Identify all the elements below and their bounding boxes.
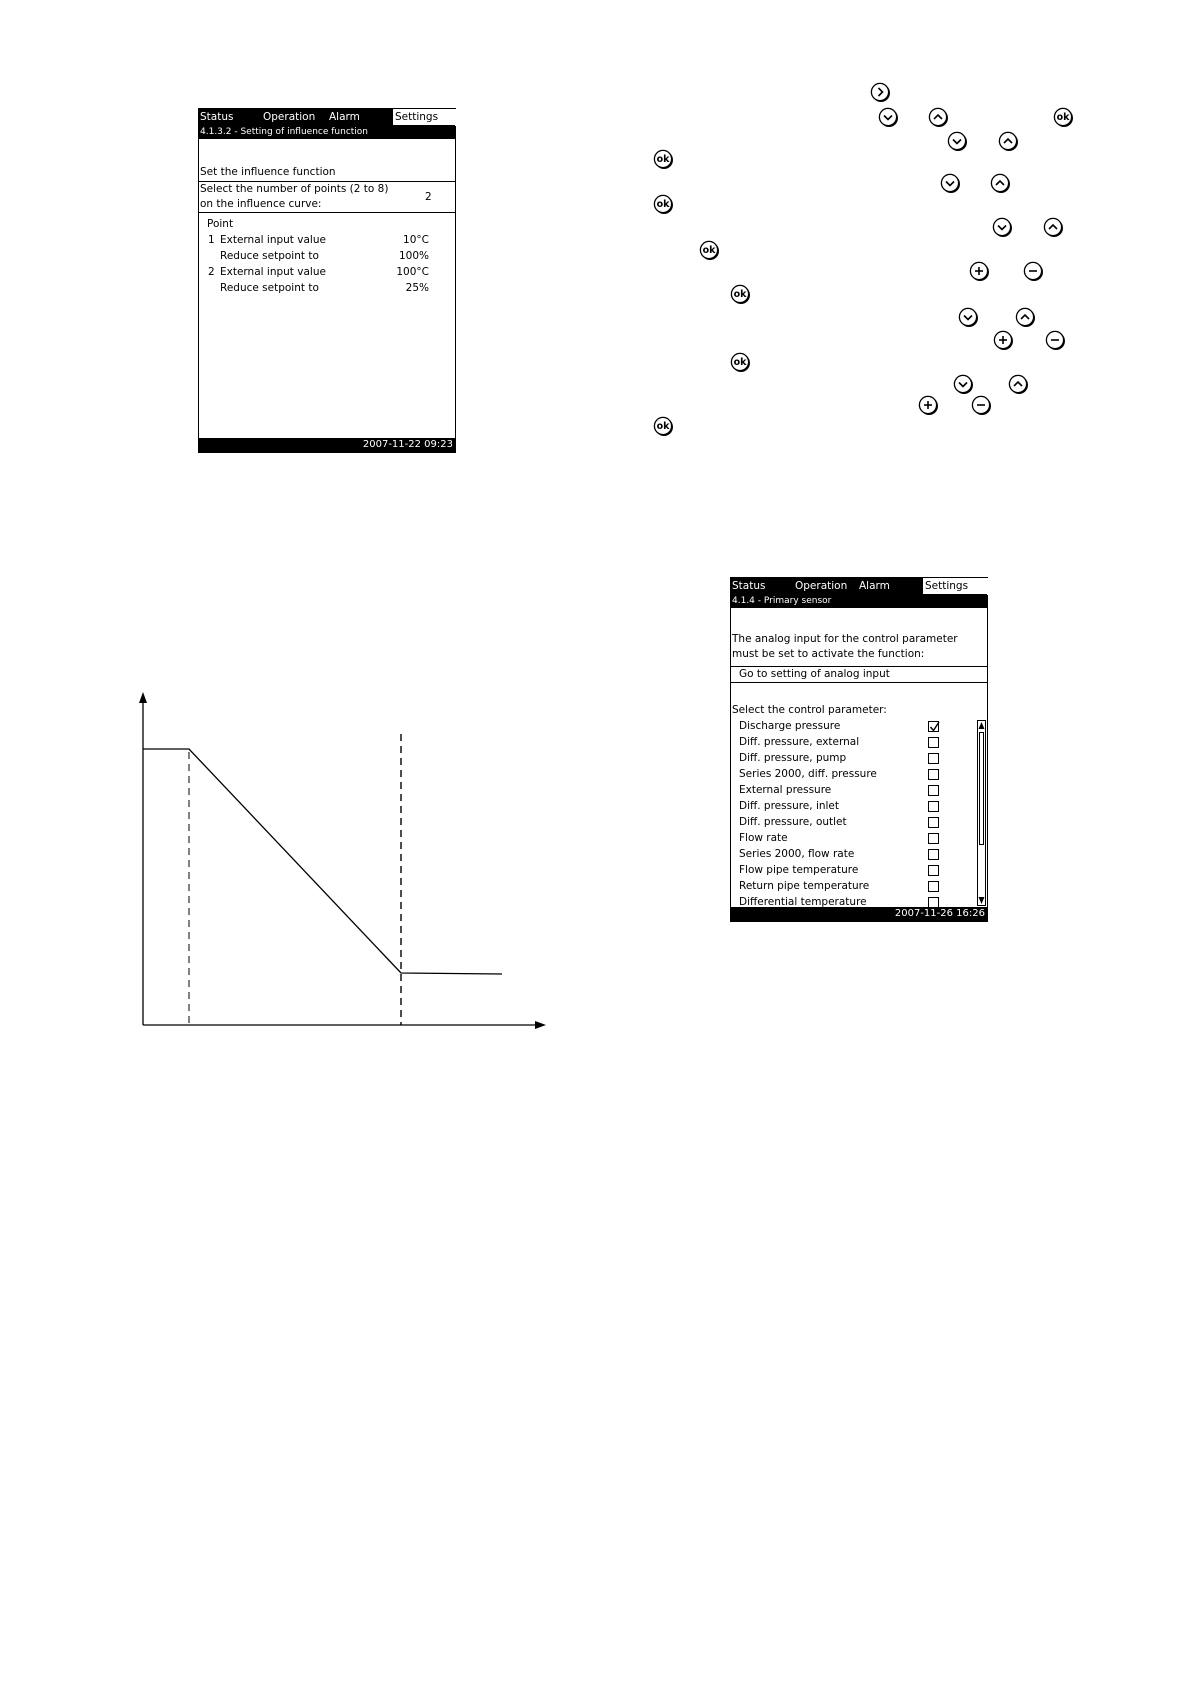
plus-icon (917, 394, 939, 416)
chevron-up-icon (1007, 373, 1029, 395)
breadcrumb: 4.1.4 - Primary sensor (731, 594, 987, 608)
row-label: External input value (220, 266, 326, 278)
plus-icon (992, 329, 1014, 351)
select-heading: Select the control parameter: (732, 704, 887, 716)
row-label: Reduce setpoint to (220, 250, 319, 262)
scroll-thumb[interactable] (979, 732, 984, 845)
list-item[interactable] (731, 849, 977, 865)
y-axis-arrowhead (139, 692, 147, 703)
parameter-checkbox[interactable] (928, 833, 939, 844)
menu-tabs (731, 578, 987, 594)
svg-text:ok: ok (656, 154, 670, 166)
list-item-label: Flow rate (739, 832, 788, 844)
list-item-label: Flow pipe temperature (739, 864, 859, 876)
chevron-down-icon (952, 373, 974, 395)
list-item-label: Discharge pressure (739, 720, 841, 732)
tab-alarm[interactable]: Alarm (329, 111, 360, 123)
list-item-label: Diff. pressure, inlet (739, 800, 840, 812)
info-text-line1: The analog input for the control parameter (732, 633, 958, 645)
parameter-checkbox[interactable] (928, 737, 939, 748)
chevron-down-icon (957, 306, 979, 328)
minus-icon (1044, 329, 1066, 351)
menu-tabs (199, 109, 455, 125)
goto-analog-input-link[interactable]: Go to setting of analog input (739, 668, 890, 680)
scrollbar[interactable] (977, 720, 986, 906)
parameter-checkbox[interactable] (928, 849, 939, 860)
checkmark-icon (929, 721, 940, 733)
ok-icon (1052, 106, 1074, 128)
x-axis-arrowhead (535, 1021, 546, 1029)
influence-curve (143, 749, 502, 974)
ok-icon (698, 239, 720, 261)
points-count-field[interactable]: 2 (425, 191, 432, 203)
tab-alarm[interactable]: Alarm (859, 580, 890, 592)
ok-icon (652, 415, 674, 437)
svg-text:ok: ok (1056, 112, 1070, 124)
point-header: Point (207, 218, 234, 230)
list-item[interactable] (731, 881, 977, 897)
chevron-up-icon (989, 172, 1011, 194)
page-heading: Set the influence function (200, 166, 336, 178)
plus-icon (968, 260, 990, 282)
list-item[interactable] (731, 897, 977, 907)
divider (199, 181, 455, 182)
row-label: External input value (220, 234, 326, 246)
tab-status[interactable]: Status (200, 111, 234, 123)
svg-text:ok: ok (656, 199, 670, 211)
datetime-bar: 2007-11-22 09:23 (199, 438, 455, 452)
points-prompt-line1: Select the number of points (2 to 8) (200, 183, 389, 195)
breadcrumb: 4.1.3.2 - Setting of influence function (199, 125, 455, 139)
parameter-checkbox[interactable] (928, 769, 939, 780)
tab-operation[interactable]: Operation (795, 580, 848, 592)
tab-settings[interactable]: Settings (393, 109, 456, 126)
list-item-label: Differential temperature (739, 896, 867, 907)
chevron-up-icon (1014, 306, 1036, 328)
row-label: Reduce setpoint to (220, 282, 319, 294)
svg-text:ok: ok (702, 245, 716, 257)
primary-sensor-screen (730, 577, 988, 922)
minus-icon (970, 394, 992, 416)
ok-icon (729, 351, 751, 373)
tab-settings[interactable]: Settings (923, 578, 988, 595)
minus-icon (1022, 260, 1044, 282)
chevron-down-icon (939, 172, 961, 194)
tab-operation[interactable]: Operation (263, 111, 316, 123)
parameter-checkbox[interactable] (928, 801, 939, 812)
row-value-field[interactable]: 100°C (396, 266, 429, 278)
list-item[interactable] (731, 753, 977, 769)
list-item-label: Series 2000, diff. pressure (739, 768, 877, 780)
chevron-down-icon (946, 130, 968, 152)
chevron-up-icon (927, 106, 949, 128)
list-item-label: External pressure (739, 784, 832, 796)
chevron-down-icon (877, 106, 899, 128)
list-item-label: Series 2000, flow rate (739, 848, 855, 860)
info-text-line2: must be set to activate the function: (732, 648, 925, 660)
list-item-label: Diff. pressure, pump (739, 752, 847, 764)
divider (731, 666, 987, 667)
point-number: 2 (208, 266, 215, 278)
list-item-label: Diff. pressure, external (739, 736, 860, 748)
list-item[interactable] (731, 785, 977, 801)
influence-function-screen (198, 108, 456, 453)
control-parameter-list (731, 717, 977, 907)
svg-text:ok: ok (656, 421, 670, 433)
ok-icon (652, 148, 674, 170)
chevron-right-icon (869, 81, 891, 103)
list-item[interactable] (731, 769, 977, 785)
svg-text:ok: ok (733, 289, 747, 301)
influence-curve-diagram (130, 690, 550, 1040)
chevron-up-icon (997, 130, 1019, 152)
parameter-checkbox[interactable] (928, 897, 939, 907)
divider (199, 212, 455, 213)
ok-icon (652, 193, 674, 215)
list-item-label: Return pipe temperature (739, 880, 870, 892)
scroll-up-icon[interactable] (978, 721, 985, 730)
parameter-checkbox[interactable] (928, 721, 939, 732)
svg-text:ok: ok (733, 357, 747, 369)
list-item[interactable] (731, 833, 977, 849)
parameter-checkbox[interactable] (928, 817, 939, 828)
list-item-label: Diff. pressure, outlet (739, 816, 847, 828)
row-value-field[interactable]: 100% (398, 250, 429, 262)
divider (731, 682, 987, 683)
ok-icon (729, 283, 751, 305)
list-item[interactable] (731, 865, 977, 881)
points-prompt-line2: on the influence curve: (200, 198, 322, 210)
parameter-checkbox[interactable] (928, 881, 939, 892)
row-value-field[interactable]: 10°C (403, 234, 429, 246)
scroll-down-icon[interactable] (978, 896, 985, 905)
parameter-checkbox[interactable] (928, 785, 939, 796)
datetime-bar: 2007-11-26 16:26 (731, 907, 987, 921)
chevron-up-icon (1042, 216, 1064, 238)
list-item[interactable] (731, 817, 977, 833)
list-item[interactable] (731, 737, 977, 753)
list-item[interactable] (731, 801, 977, 817)
chevron-down-icon (991, 216, 1013, 238)
parameter-checkbox[interactable] (928, 865, 939, 876)
list-item[interactable] (731, 721, 977, 737)
parameter-checkbox[interactable] (928, 753, 939, 764)
tab-status[interactable]: Status (732, 580, 766, 592)
row-value-field[interactable]: 25% (405, 282, 429, 294)
point-number: 1 (208, 234, 215, 246)
